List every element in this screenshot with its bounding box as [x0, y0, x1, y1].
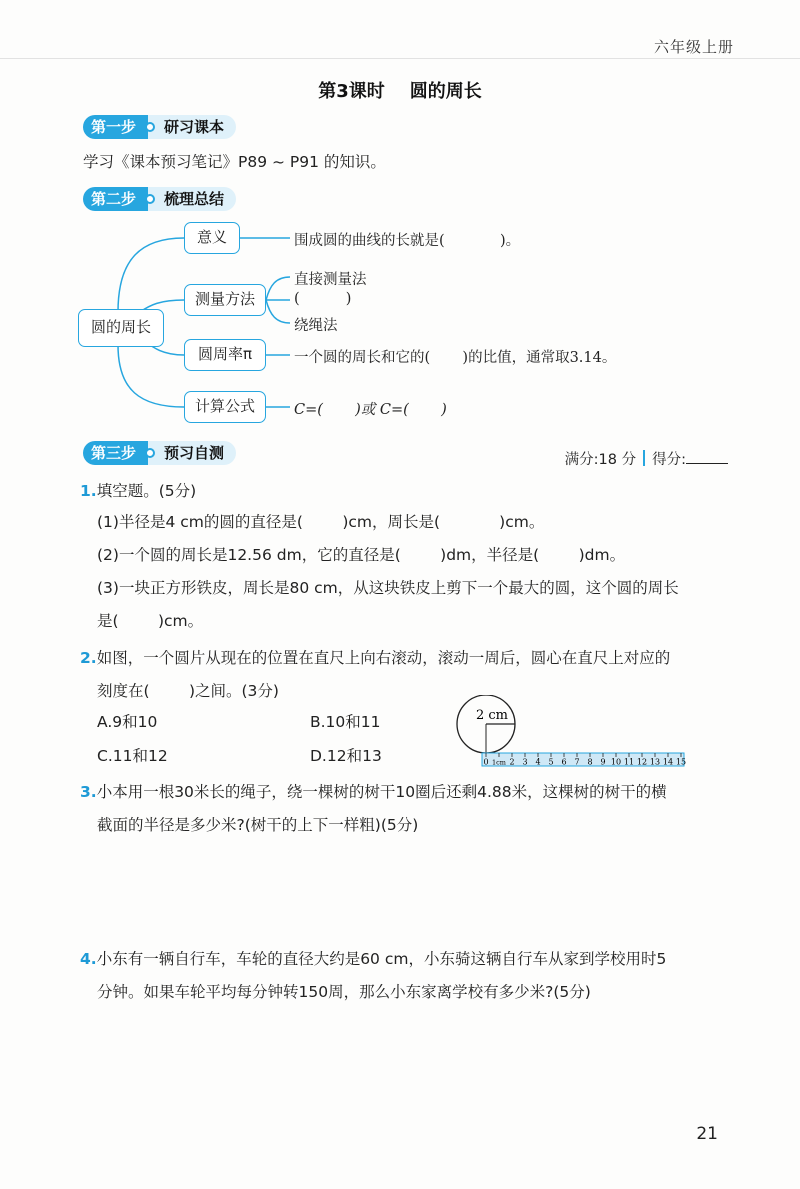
- page-number: 21: [696, 1124, 718, 1144]
- grade-label: 六年级上册: [653, 38, 734, 56]
- step-2-name: 梳理总结: [148, 187, 236, 211]
- study-instruction: 学习《课本预习笔记》P89 ~ P91 的知识。: [83, 153, 386, 171]
- ruler-tick-label: 3: [522, 757, 528, 767]
- measure-method-blank: ( ): [294, 291, 352, 307]
- ruler-tick-label: 12: [636, 757, 648, 767]
- mindmap-node-formula: 计算公式: [184, 391, 266, 423]
- ruler-tick-label: 0: [483, 757, 489, 767]
- ruler-figure: [456, 695, 690, 770]
- question-3-line-1: [80, 780, 667, 802]
- score-divider: [643, 450, 645, 466]
- ruler-tick-label: 8: [587, 757, 593, 767]
- measure-method-rope: 绕绳法: [294, 318, 338, 334]
- question-1-number: 1.: [80, 482, 97, 500]
- question-3-line-2: 截面的半径是多少米?(树干的上下一样粗)(5分): [97, 816, 419, 834]
- question-1-text: 填空题。(5分): [96, 482, 197, 500]
- question-4-number: 4.: [80, 950, 97, 968]
- formula-text: C=( )或 C=( ): [294, 402, 447, 418]
- pi-text: 一个圆的周长和它的( )的比值，通常取3.14。: [294, 350, 617, 366]
- option-a: A.9和10: [97, 713, 158, 731]
- question-2-line-2: 刻度在( )之间。(3分): [97, 682, 279, 700]
- ruler-tick-label: 14: [662, 757, 674, 767]
- question-4-line-1: [80, 947, 666, 969]
- step-1-name: 研习课本: [148, 115, 236, 139]
- mindmap-node-measure: 测量方法: [184, 284, 266, 316]
- question-3-text: 小本用一根30米长的绳子，绕一棵树的树干10圈后还剩4.88米，这棵树的树干的横: [96, 783, 667, 801]
- ruler-tick-label: 2: [509, 757, 515, 767]
- ruler-tick-label: 4: [535, 757, 541, 767]
- mindmap-center-node: 圆的周长: [78, 309, 164, 347]
- question-1-line-3: (3)一块正方形铁皮，周长是80 cm，从这块铁皮上剪下一个最大的圆，这个圆的周长: [97, 579, 679, 597]
- ruler-tick-label: 13: [649, 757, 661, 767]
- full-score: 满分:18 分: [564, 452, 637, 468]
- ruler-tick-label: 11: [623, 757, 635, 767]
- ruler-tick-label: 7: [574, 757, 580, 767]
- question-2-number: 2.: [80, 649, 97, 667]
- step-3-banner: [83, 440, 236, 466]
- ruler-tick-label: 9: [600, 757, 606, 767]
- question-2-line-1: [80, 646, 670, 668]
- question-1-line-2: (2)一个圆的周长是12.56 dm，它的直径是( )dm，半径是( )dm。: [97, 546, 626, 564]
- ruler-tick-label: 1cm: [492, 758, 506, 767]
- question-1-line-4: 是( )cm。: [97, 612, 204, 630]
- question-1-line-1: (1)半径是4 cm的圆的直径是( )cm，周长是( )cm。: [97, 513, 545, 531]
- step-2-tag: 第二步: [83, 187, 148, 211]
- step-3-tag: 第三步: [83, 441, 148, 465]
- option-b: B.10和11: [310, 713, 381, 731]
- question-2-text: 如图，一个圆片从现在的位置在直尺上向右滚动，滚动一周后，圆心在直尺上对应的: [96, 649, 671, 667]
- mindmap-node-pi: 圆周率π: [184, 339, 266, 371]
- question-1-title: [80, 479, 196, 501]
- radius-label: 2 cm: [476, 708, 509, 723]
- ruler-tick-label: 6: [561, 757, 567, 767]
- mindmap-connectors: [0, 0, 800, 440]
- score-area: [565, 448, 728, 469]
- step-3-name: 预习自测: [148, 441, 236, 465]
- mindmap-node-meaning: 意义: [184, 222, 240, 254]
- question-4-text: 小东有一辆自行车，车轮的直径大约是60 cm，小东骑这辆自行车从家到学校用时5: [96, 950, 667, 968]
- meaning-text: 围成圆的曲线的长就是( )。: [294, 233, 521, 249]
- ruler-tick-label: 5: [548, 757, 554, 767]
- ruler-tick-label: 15: [675, 757, 687, 767]
- option-d: D.12和13: [310, 747, 382, 765]
- ruler-tick-label: 10: [610, 757, 622, 767]
- option-c: C.11和12: [97, 747, 168, 765]
- score-label: 得分:: [652, 452, 686, 468]
- page-title: 第3课时 圆的周长: [318, 81, 482, 102]
- score-blank[interactable]: [686, 449, 728, 464]
- question-4-line-2: 分钟。如果车轮平均每分钟转150周，那么小东家离学校有多少米?(5分): [97, 983, 591, 1001]
- step-1-tag: 第一步: [83, 115, 148, 139]
- question-3-number: 3.: [80, 783, 97, 801]
- measure-method-direct: 直接测量法: [294, 272, 367, 288]
